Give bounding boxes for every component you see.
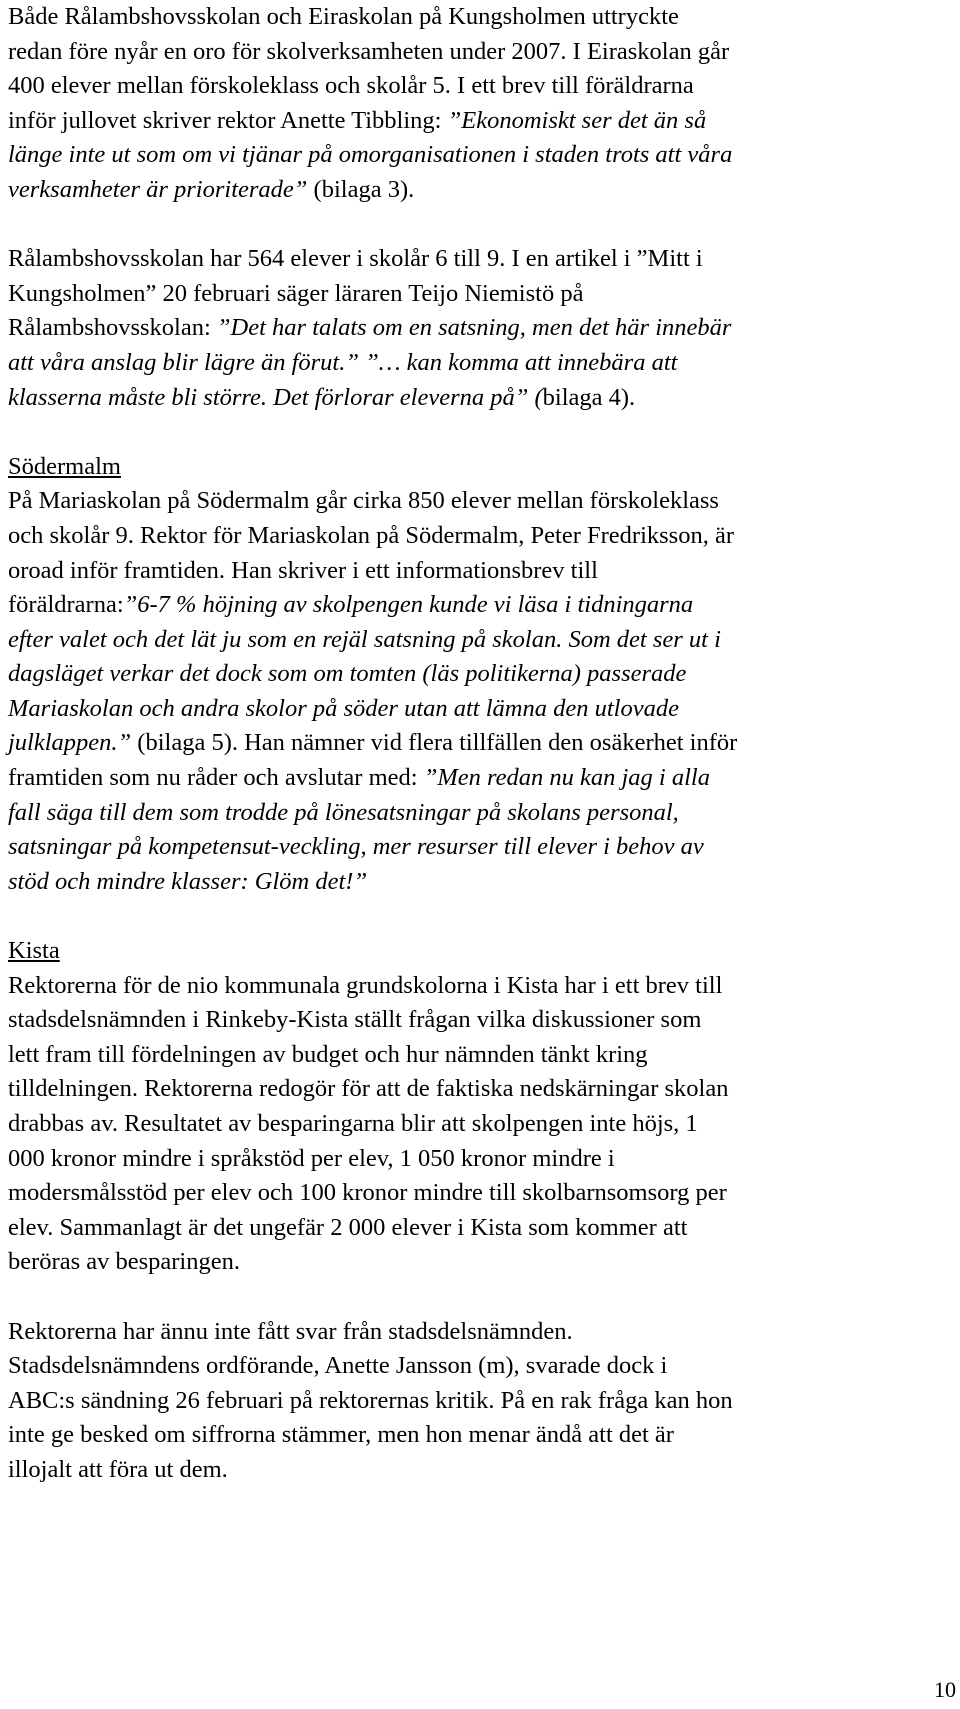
text-line: drabbas av. Resultatet av besparingarna blir att skolpengen inte höjs, 1 (8, 1110, 698, 1137)
text-line: 400 elever mellan förskoleklass och skolår 5. I ett brev till föräldrarna (8, 72, 694, 100)
text-line (8, 450, 948, 485)
text-line: stadsdelsnämnden i Rinkeby-Kista ställt frågan vilka diskussioner som (8, 1006, 702, 1034)
paragraph-response (8, 1315, 948, 1488)
text-line: verksamheter är prioriterade” (bilaga 3). (8, 175, 415, 203)
quote-text: ”6-7 % höjning av skolpengen kunde vi läsa i tidningarna (123, 591, 694, 619)
quote-text: att våra anslag blir lägre än förut.” ”… kan komma att innebära att (8, 348, 678, 376)
text-line: Kungsholmen” 20 februari säger läraren Teijo Niemistö på (8, 279, 584, 307)
quote-text: fall säga till dem som trodde på lönesatsningar på skolans personal, (8, 798, 679, 826)
text-line: Stadsdelsnämndens ordförande, Anette Jansson (m), svarade dock i (8, 1352, 668, 1380)
blank-line (8, 899, 948, 934)
text-line: ABC:s sändning 26 februari på rektorernas kritik. På en rak fråga kan hon (8, 1386, 733, 1414)
text-line: lett fram till fördelningen av budget och hur nämnden tänkt kring (8, 1040, 648, 1068)
text-line: elev. Sammanlagt är det ungefär 2 000 elever i Kista som kommer att (8, 1213, 688, 1241)
text-line (8, 138, 948, 173)
text-line: modersmålsstöd per elev och 100 kronor mindre till skolbarnsomsorg per (8, 1179, 727, 1207)
text-line (8, 346, 948, 381)
blank-line (8, 208, 948, 243)
quote-text: länge inte ut som om vi tjänar på omorganisationen i staden trots att våra (8, 141, 733, 169)
text-line: illojalt att föra ut dem. (8, 1455, 228, 1483)
blank-line (8, 415, 948, 450)
document-page (8, 0, 948, 1488)
text-line (8, 657, 948, 692)
blank-line (8, 1280, 948, 1315)
text-line: tilldelningen. Rektorerna redogör för att de faktiska nedskärningar skolan (8, 1075, 729, 1103)
text-line (8, 623, 948, 658)
text-line: redan före nyår en oro för skolverksamheten under 2007. I Eiraskolan går (8, 37, 730, 65)
text-line: och skolår 9. Rektor för Mariaskolan på Södermalm, Peter Fredriksson, är (8, 521, 734, 549)
text-line: klasserna måste bli större. Det förlorar eleverna på” (bilaga 4). (8, 383, 636, 411)
quote-text: efter valet och det lät ju som en rejäl satsning på skolan. Som det ser ut i (8, 625, 721, 653)
text-line: julklappen.” (bilaga 5). Han nämner vid flera tillfällen den osäkerhet inför (8, 729, 738, 757)
section-heading: Södermalm (8, 452, 121, 480)
quote-text: verksamheter är prioriterade” (8, 175, 314, 203)
section-kista (8, 934, 948, 1280)
text-line: inför jullovet skriver rektor Anette Tibbling: ”Ekonomiskt ser det än så (8, 106, 707, 134)
text-line: Rektorerna för de nio kommunala grundskolorna i Kista har i ett brev till (8, 971, 723, 999)
paragraph-eiraskolan (8, 0, 948, 208)
text-line (8, 934, 948, 969)
section-heading: Kista (8, 937, 60, 965)
quote-text: julklappen.” (8, 729, 132, 757)
text-line: beröras av besparingen. (8, 1248, 240, 1276)
quote-text: dagsläget verkar det dock som om tomten (läs politikerna) passerade (8, 660, 687, 688)
text-line: Rålambshovsskolan har 564 elever i skolår 6 till 9. I en artikel i ”Mitt i (8, 245, 703, 273)
text-line: framtiden som nu råder och avslutar med: ”Men redan nu kan jag i alla (8, 764, 710, 792)
text-line: 000 kronor mindre i språkstöd per elev, 1 050 kronor mindre i (8, 1144, 615, 1172)
text-line (8, 692, 948, 727)
text-line: Både Rålambshovsskolan och Eiraskolan på Kungsholmen uttryckte (8, 3, 679, 30)
section-sodermalm (8, 450, 948, 900)
text-line (8, 830, 948, 865)
text-line: På Mariaskolan på Södermalm går cirka 850 elever mellan förskoleklass (8, 487, 719, 515)
quote-text: Mariaskolan och andra skolor på söder utan att lämna den utlovade (8, 694, 679, 722)
page-number: 10 (934, 1677, 956, 1702)
quote-text: ”Men redan nu kan jag i alla (423, 764, 710, 792)
quote-text: ”Det har talats om en satsning, men det här innebär (216, 314, 732, 342)
quote-text: klasserna måste bli större. Det förlorar eleverna på” ( (8, 383, 543, 411)
text-line: Rektorerna har ännu inte fått svar från stadsdelsnämnden. (8, 1317, 573, 1345)
text-line: oroad inför framtiden. Han skriver i ett informationsbrev till (8, 556, 598, 584)
quote-text: stöd och mindre klasser: Glöm det!” (8, 867, 368, 895)
quote-text: satsningar på kompetensut-veckling, mer resurser till elever i behov av (8, 833, 704, 861)
paragraph-ralambshovsskolan (8, 242, 948, 415)
quote-text: ”Ekonomiskt ser det än så (447, 106, 707, 134)
text-line: inte ge besked om siffrorna stämmer, men hon menar ändå att det är (8, 1421, 674, 1449)
text-line (8, 796, 948, 831)
text-line (8, 865, 948, 900)
text-line: Rålambshovsskolan: ”Det har talats om en satsning, men det här innebär (8, 314, 732, 342)
text-line: föräldrarna:”6-7 % höjning av skolpengen kunde vi läsa i tidningarna (8, 591, 694, 619)
